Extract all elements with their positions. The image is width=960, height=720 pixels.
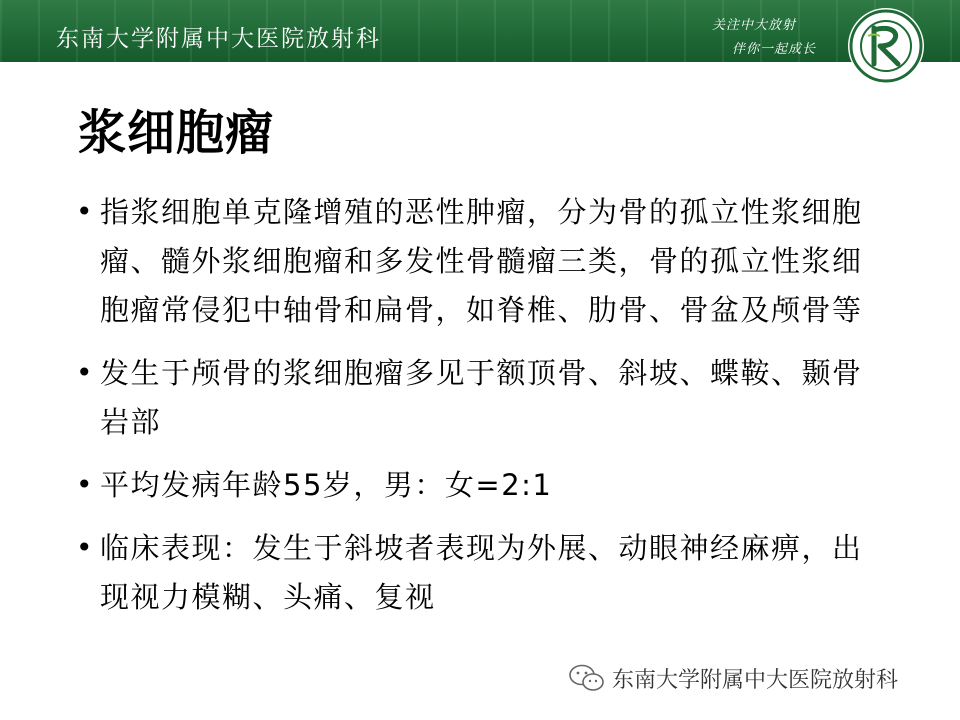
bullet-text: 平均发病年龄55岁，男：女=2:1 [100,468,553,502]
slogan-line-2: 伴你一起成长 [732,42,817,57]
bullet-text: 发生于颅骨的浆细胞瘤多见于额顶骨、斜坡、蝶鞍、颞骨岩部 [100,356,863,439]
hospital-logo-icon [846,6,926,86]
bullet-item [70,524,910,622]
watermark [568,660,898,696]
bullet-list [70,188,910,636]
bullet-item [70,461,910,510]
slogan-line-1: 关注中大放射 [712,18,797,33]
bullet-marker: • [76,356,93,389]
bullet-item [70,188,910,335]
bullet-marker: • [76,468,93,501]
bullet-text: 指浆细胞单克隆增殖的恶性肿瘤，分为骨的孤立性浆细胞瘤、髓外浆细胞瘤和多发性骨髓瘤三类，骨的孤立性浆细胞瘤常侵犯中轴骨和扁骨，如脊椎、肋骨、骨盆及颅骨等 [100,195,863,327]
wechat-icon [568,663,606,693]
bullet-text: 临床表现：发生于斜坡者表现为外展、动眼神经麻痹，出现视力模糊、头痛、复视 [100,531,863,614]
bullet-marker: • [76,531,93,564]
watermark-text: 东南大学附属中大医院放射科 [612,667,899,693]
bullet-marker: • [76,195,93,228]
slide-title: 浆细胞瘤 [78,105,275,161]
department-name: 东南大学附属中大医院放射科 [56,26,381,52]
bullet-item [70,349,910,447]
header-bar [0,0,960,62]
